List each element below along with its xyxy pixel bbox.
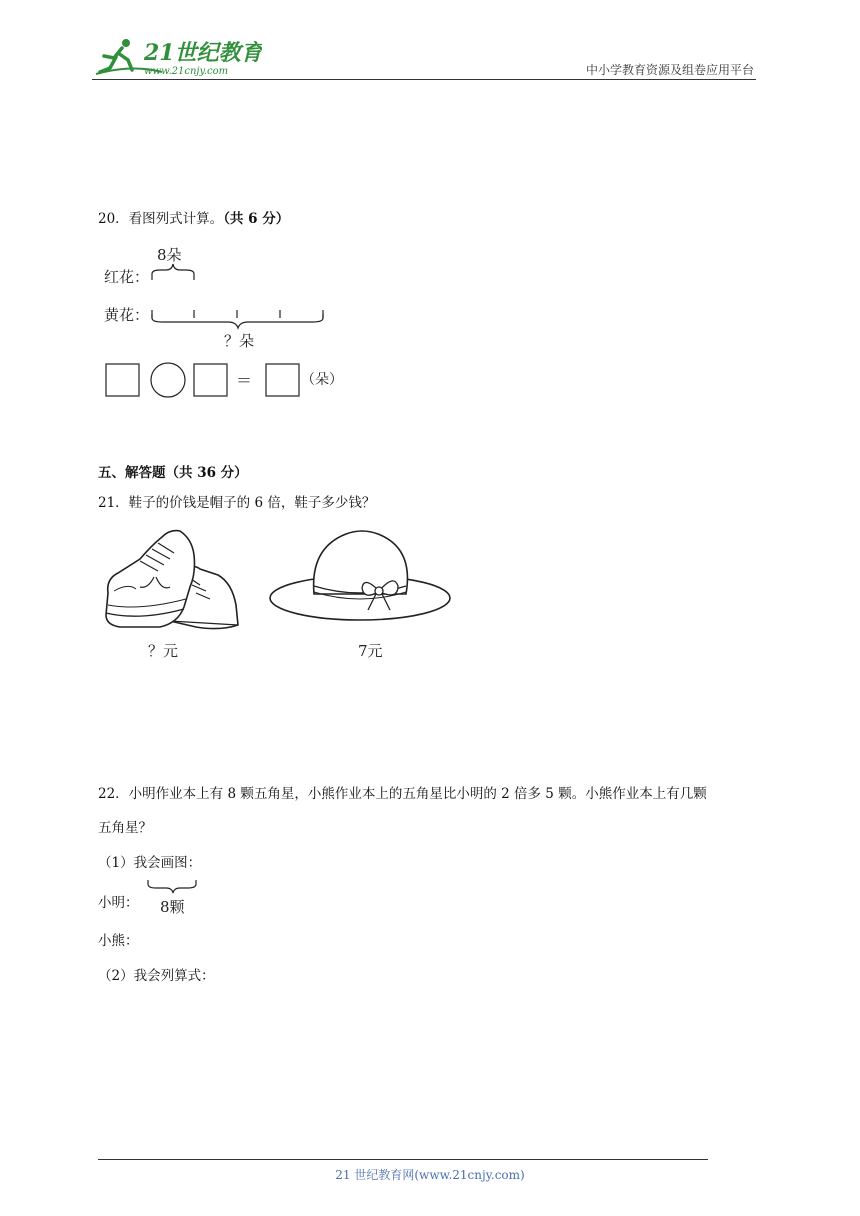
q22-part2: （2）我会列算式： <box>98 968 215 984</box>
q22-text-line2: 五角星？ <box>98 820 152 836</box>
xiaoming-brace <box>146 880 206 916</box>
answer-box-1 <box>106 364 139 396</box>
logo-text: 21世纪教育 <box>144 40 262 66</box>
red-flower-label: 红花： <box>104 268 150 286</box>
section5-title: 五、解答题（共 36 分） <box>98 465 248 481</box>
q20-diagram <box>98 240 358 405</box>
q20-score: （共 6 分） <box>223 211 290 227</box>
footer-text: 21 世纪教育网(www.21cnjy.com) <box>335 1168 525 1182</box>
yellow-flower-label: 黄花： <box>104 306 150 324</box>
header-divider <box>92 79 756 80</box>
platform-name: 中小学教育资源及组卷应用平台 <box>585 63 754 77</box>
xiaoming-label: 小明： <box>98 895 139 911</box>
q22-part1: （1）我会画图： <box>98 855 202 871</box>
yellow-flower-question: ？朵 <box>224 332 255 350</box>
q21-text: 21．鞋子的价钱是帽子的 6 倍，鞋子多少钱？ <box>98 495 376 511</box>
equals-sign: ＝ <box>236 371 253 390</box>
hat-icon <box>266 528 454 624</box>
xiaoxiong-label: 小熊： <box>98 933 139 949</box>
yellow-flower-segments <box>152 310 323 318</box>
logo-url: www.21cnjy.com <box>144 66 229 77</box>
red-flower-brace <box>152 264 194 280</box>
q22-text-line1: 22．小明作业本上有 8 颗五角星，小熊作业本上的五角星比小明的 2 倍多 5 颗。小熊作业本上有几颗 <box>98 786 707 802</box>
shoe-price: ？元 <box>148 642 179 660</box>
answer-box-2 <box>194 364 227 396</box>
footer-divider <box>98 1159 708 1160</box>
operator-circle <box>151 363 185 397</box>
red-flower-count: 8朵 <box>157 246 182 264</box>
runner-logo-icon <box>92 34 262 78</box>
sneakers-icon <box>100 525 240 635</box>
q20-text: 20．看图列式计算。 <box>98 211 224 227</box>
xiaoming-count: 8颗 <box>160 898 185 916</box>
q20-title <box>98 207 289 227</box>
unit-label: （朵） <box>301 372 343 388</box>
hat-price: 7元 <box>358 642 383 660</box>
answer-box-3 <box>266 364 299 396</box>
site-logo <box>92 34 262 78</box>
